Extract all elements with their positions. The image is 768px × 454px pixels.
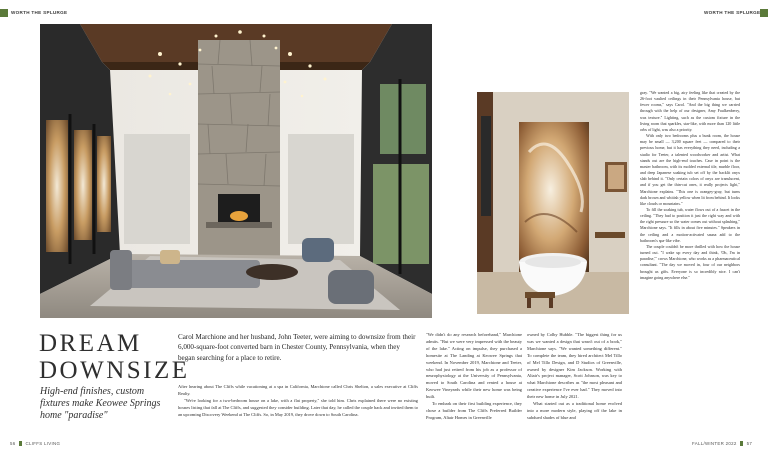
col4-paragraph-1: gray. "We wanted a big, airy feeling like that created by the 26-foot vaulted ceilings in their Pennsylvania house, but fewer rooms," says Carol. "And the big thing we carried through with the help of our designer, Amy Faulkenberry, was texture." Lighting, such as the custom fixture in the living room that sparkles, star-like, with more than 120 little orbs of light, was also a priority. (640, 90, 740, 132)
title-line-2: DOWNSIZE (39, 357, 190, 384)
living-room-illustration (40, 24, 432, 318)
col2-paragraph-2: To embark on their first building experience, they chose a builder from The Cliffs Preferred Builder Program, Altair Homes in Greenville (426, 401, 522, 420)
col3-paragraph-2: What started out as a traditional home evolved into a more modern style, playing off the lake in subdued shades of blue and (527, 401, 622, 420)
right-page-number: 57 (746, 441, 753, 446)
article-title (39, 330, 189, 384)
col1-paragraph-2: "We're looking for a two-bedroom house on a lake, with a flat property," she told him. Chris explained there were no existing houses listing that fall at The Cliffs, and suggested they consider building. Later that day, he called the couple back and invited them to an upcoming Discovery Weekend at The Cliffs. So, in May 2019, they drove down to South Carolina. (178, 397, 418, 417)
body-column-2 (426, 332, 522, 422)
body-column-4 (640, 90, 740, 281)
left-section-marker (0, 9, 8, 17)
right-section-marker (760, 9, 768, 17)
article-lede: Carol Marchione and her husband, John Teeter, were aiming to downsize from their 6,000-square-foot converted barn in Chester County, Pennsylvania, when they began searching for a place to retire. (178, 333, 416, 362)
bathroom-illustration (477, 92, 629, 314)
left-page-number: 56 (10, 441, 16, 446)
col1-paragraph-1: After hearing about The Cliffs while vacationing at a spa in California, Marchione called Chris Shelton, a sales executive at Cliffs Realty. (178, 384, 418, 396)
right-section-tag: WORTH THE SPLURGE (704, 10, 761, 15)
col4-paragraph-4: The couple couldn't be more thrilled with how the house turned out. "I wake up every day and think, 'Oh, I'm in paradise,'" crows Marchione, who works as a pharmaceutical consultant. "The day we moved in, four of our neighbors brought us gifts. Everyone is so incredibly nice. I can't imagine going anywhere else." (640, 243, 740, 280)
body-column-1 (178, 384, 418, 419)
bathroom-photo (477, 92, 629, 314)
col2-paragraph-1: "We didn't do any research beforehand," Marchione admits. "But we were very impressed with the beauty of the lake." Acting on impulse, they purchased a homesite at The Landing at Keowee Springs that weekend. In November 2019, Marchione and Teeter, who had just retired from his job as a professor of neurophysiology at the University of Pennsylvania, moved to South Carolina and rented a house at Keowee Vineyards while their new home was being built. (426, 332, 522, 400)
issue-label: FALL/WINTER 2022 (692, 441, 737, 446)
col4-paragraph-3: To fill the soaking tub, water flows out of a faucet in the ceiling. "They had to position it just the right way and with the right pressure so the water comes out without splashing," Marchione says. "It fills in about five minutes." Speakers in the ceiling and a motion-activated sauna add to the bathroom's spa-like vibe. (640, 206, 740, 243)
publication-name: CLIFFS LIVING (25, 441, 61, 446)
left-section-tag: WORTH THE SPLURGE (11, 10, 68, 15)
footer-divider-right (740, 441, 743, 446)
living-room-photo (40, 24, 432, 318)
title-line-1: DREAM (39, 330, 142, 357)
col3-paragraph-1: owned by Colby Hubble. "The biggest thing for us was we wanted a design that wasn't out of a book," Marchione says. "We wanted something different." To complete the team, they hired architect Mel Tillo of Mel Tillo Design, and D Studios of Greenville, owned by designer Kim Jackson. Working with Altair's project manager, Scott Johnson, was key to what Marchione describes as "the most pleasant and creative experience I've ever had." They moved into their new home in July 2021. (527, 332, 622, 400)
footer-divider-left (19, 441, 22, 446)
left-footer (10, 441, 60, 446)
right-footer (692, 441, 752, 446)
article-deck: High-end finishes, custom fixtures make Keowee Springs home "paradise" (40, 386, 161, 421)
col4-paragraph-2: With only two bedrooms plus a bunk room, the house may be small — 3,200 square feet — compared to their previous home, but it has everything they need, including a studio for Teeter, a talented woodworker and artist. What stands out are the high-end touches. Case in point is the master bathroom, with its molded external tile, marble floor, and deep Japanese soaking tub set off by the backlit onyx slab behind it. "Only certain colors of onyx are translucent, and if you get the thin-cut ones, it really projects light," Marchione explains. "This one is orangey-gray, but turns dark brown and whitish yellow when lit from behind. It looks like clouds or mountains." (640, 133, 740, 206)
body-column-3 (527, 332, 622, 422)
